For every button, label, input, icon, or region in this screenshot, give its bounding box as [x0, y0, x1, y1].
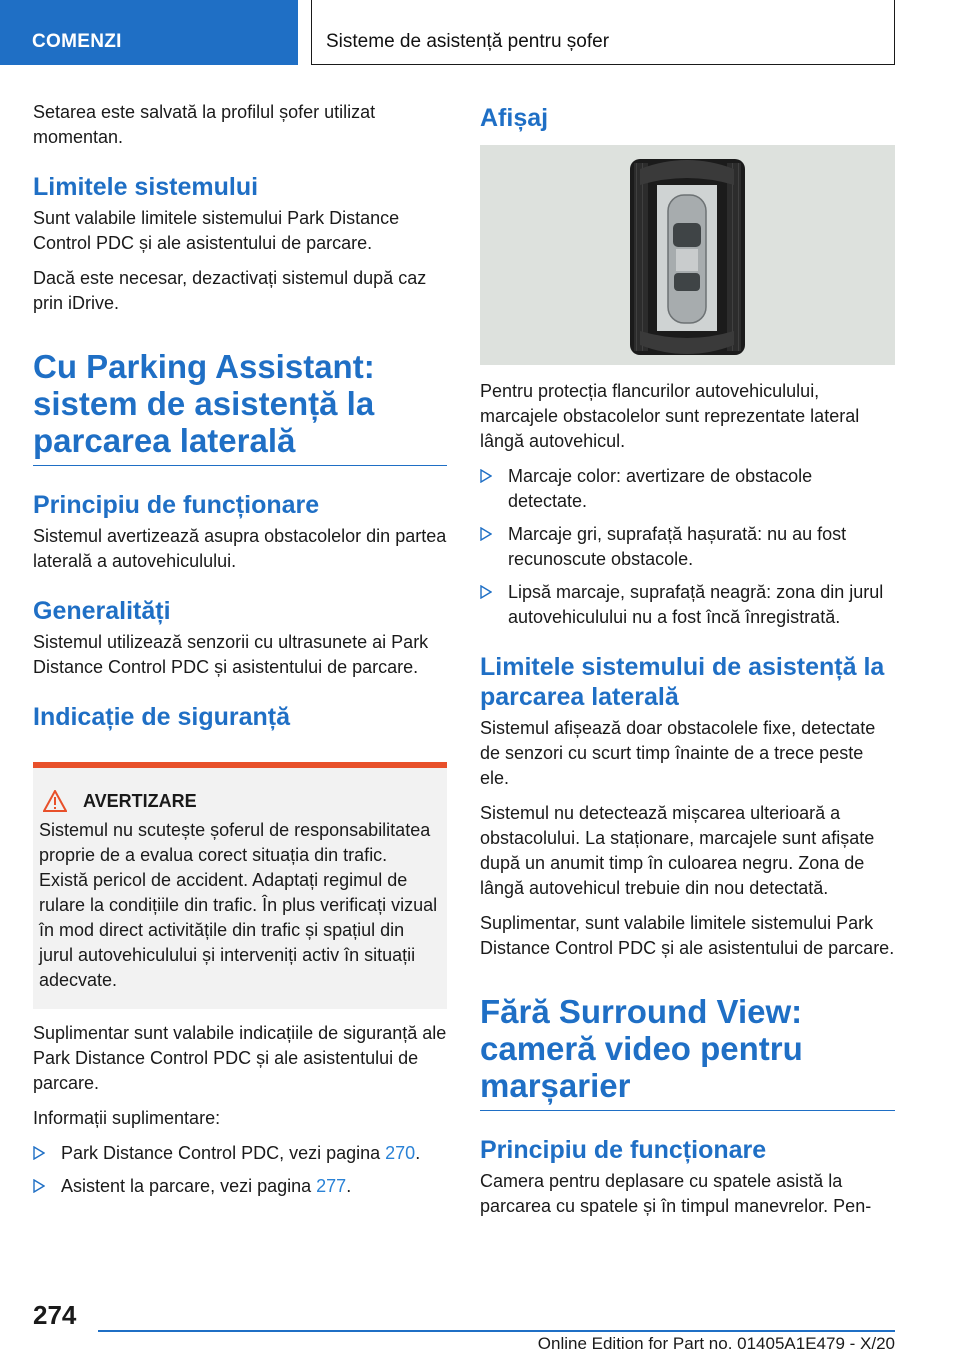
- list-item: [33, 1141, 447, 1166]
- warning-box: [33, 762, 447, 1009]
- warning-title: AVERTIZARE: [83, 790, 197, 811]
- camera-principle-paragraph: Camera pentru deplasare cu spatele asistă la parcarea cu spatele și în timpul manevrelor. Pen-: [480, 1171, 872, 1216]
- footer-edition: Online Edition for Part no. 01405A1E479 - X/20: [537, 1334, 895, 1353]
- principle-heading: Principiu de funcționare: [33, 491, 320, 519]
- camera-chapter-heading-wrap: [480, 993, 895, 1111]
- list-item-text: Marcaje gri, suprafață hașurată: nu au fost recunoscute obstacole.: [508, 524, 847, 569]
- side-limits-heading: Limitele sistemului de asistență la parcarea laterală: [480, 653, 885, 711]
- reference-tail: .: [415, 1143, 421, 1163]
- warning-title-row: [39, 790, 439, 812]
- camera-principle-heading: Principiu de funcționare: [480, 1136, 767, 1164]
- reference-list: [33, 1141, 447, 1199]
- side-limits-paragraph-3: Suplimentar, sunt valabile limitele sistemului Park Distance Control PDC și ale asistentului de parcare.: [480, 913, 895, 958]
- display-heading: Afișaj: [480, 104, 549, 132]
- bullet-triangle-icon: [480, 469, 492, 483]
- section-tab: [0, 0, 298, 65]
- info-paragraph: Informații suplimentare:: [33, 1108, 221, 1128]
- reference-text: Asistent la parcare, vezi pagina: [61, 1176, 317, 1196]
- limits-paragraph-2: Dacă este necesar, dezactivați sistemul după caz prin iDrive.: [33, 268, 427, 313]
- supplementary-paragraph: Suplimentar sunt valabile indicațiile de siguranță ale Park Distance Control PDC și ale asistentului de parcare.: [33, 1023, 447, 1093]
- general-paragraph: Sistemul utilizează senzorii cu ultrasunete ai Park Distance Control PDC și asistentului de parcare.: [33, 632, 429, 677]
- chapter-title: Sisteme de asistență pentru șofer: [326, 31, 610, 52]
- side-limits-paragraph-1: Sistemul afișează doar obstacolele fixe, detectate de senzori cu scurt timp înainte de a trece peste ele.: [480, 718, 876, 788]
- bullet-triangle-icon: [480, 527, 492, 541]
- intro-paragraph: Setarea este salvată la profilul șofer utilizat momentan.: [33, 102, 376, 147]
- list-item: [480, 522, 895, 572]
- list-item-text: Marcaje color: avertizare de obstacole detectate.: [508, 466, 813, 511]
- chapter-header: [311, 0, 895, 65]
- chapter-heading: Cu Parking Assistant: sistem de asistență la parcarea laterală: [33, 348, 375, 459]
- chapter-heading-wrap: [33, 348, 447, 466]
- reference-text: Park Distance Control PDC, vezi pagina: [61, 1143, 386, 1163]
- principle-paragraph: Sistemul avertizează asupra obstacolelor din partea laterală a autovehiculului.: [33, 526, 447, 571]
- list-item-text: Lipsă marcaje, suprafață neagră: zona din jurul autovehiculului nu a fost încă înregistrată.: [508, 582, 884, 627]
- camera-chapter-heading: Fără Surround View: cameră video pentru marșarier: [480, 993, 803, 1104]
- side-limits-paragraph-2: Sistemul nu detectează mișcarea ulterioară a obstacolului. La staționare, marcajele sunt afișate după un anumit timp în culoarea negru. Zona de lângă autovehicul trebuie din nou detectată.: [480, 803, 875, 898]
- left-column: [33, 100, 447, 1207]
- parking-display-illustration: [480, 145, 895, 365]
- reference-tail: .: [346, 1176, 352, 1196]
- warning-triangle-icon: [43, 790, 67, 812]
- page-number: 274: [33, 1300, 77, 1330]
- warning-text: Sistemul nu scutește șoferul de responsabilitatea proprie de a evalua corect situația din trafic. Există pericol de accident. Adaptați regimul de rulare la condițiile din trafic. În plus verificați vizual în mod direct activitățile din trafic și spațiul din jurul autovehiculului și interveniți activ în situații adecvate.: [39, 820, 438, 990]
- page-link[interactable]: 270: [385, 1143, 416, 1163]
- section-title: COMENZI: [32, 31, 122, 52]
- footer-divider: [98, 1330, 895, 1332]
- display-paragraph: Pentru protecția flancurilor autovehiculului, marcajele obstacolelor sunt reprezentate lateral lângă autovehicul.: [480, 381, 860, 451]
- bullet-triangle-icon: [33, 1146, 45, 1160]
- bullet-triangle-icon: [33, 1179, 45, 1193]
- marking-list: [480, 464, 895, 630]
- list-item: [33, 1174, 447, 1199]
- list-item: [480, 464, 895, 514]
- parking-display-figure: [480, 145, 895, 365]
- safety-heading: Indicație de siguranță: [33, 703, 291, 731]
- list-item: [480, 580, 895, 630]
- right-column: [480, 103, 895, 1229]
- general-heading: Generalități: [33, 597, 171, 625]
- page-link[interactable]: 277: [316, 1176, 347, 1196]
- limits-heading: Limitele sistemului: [33, 173, 259, 201]
- bullet-triangle-icon: [480, 585, 492, 599]
- limits-paragraph-1: Sunt valabile limitele sistemului Park Distance Control PDC și ale asistentului de parcare.: [33, 208, 400, 253]
